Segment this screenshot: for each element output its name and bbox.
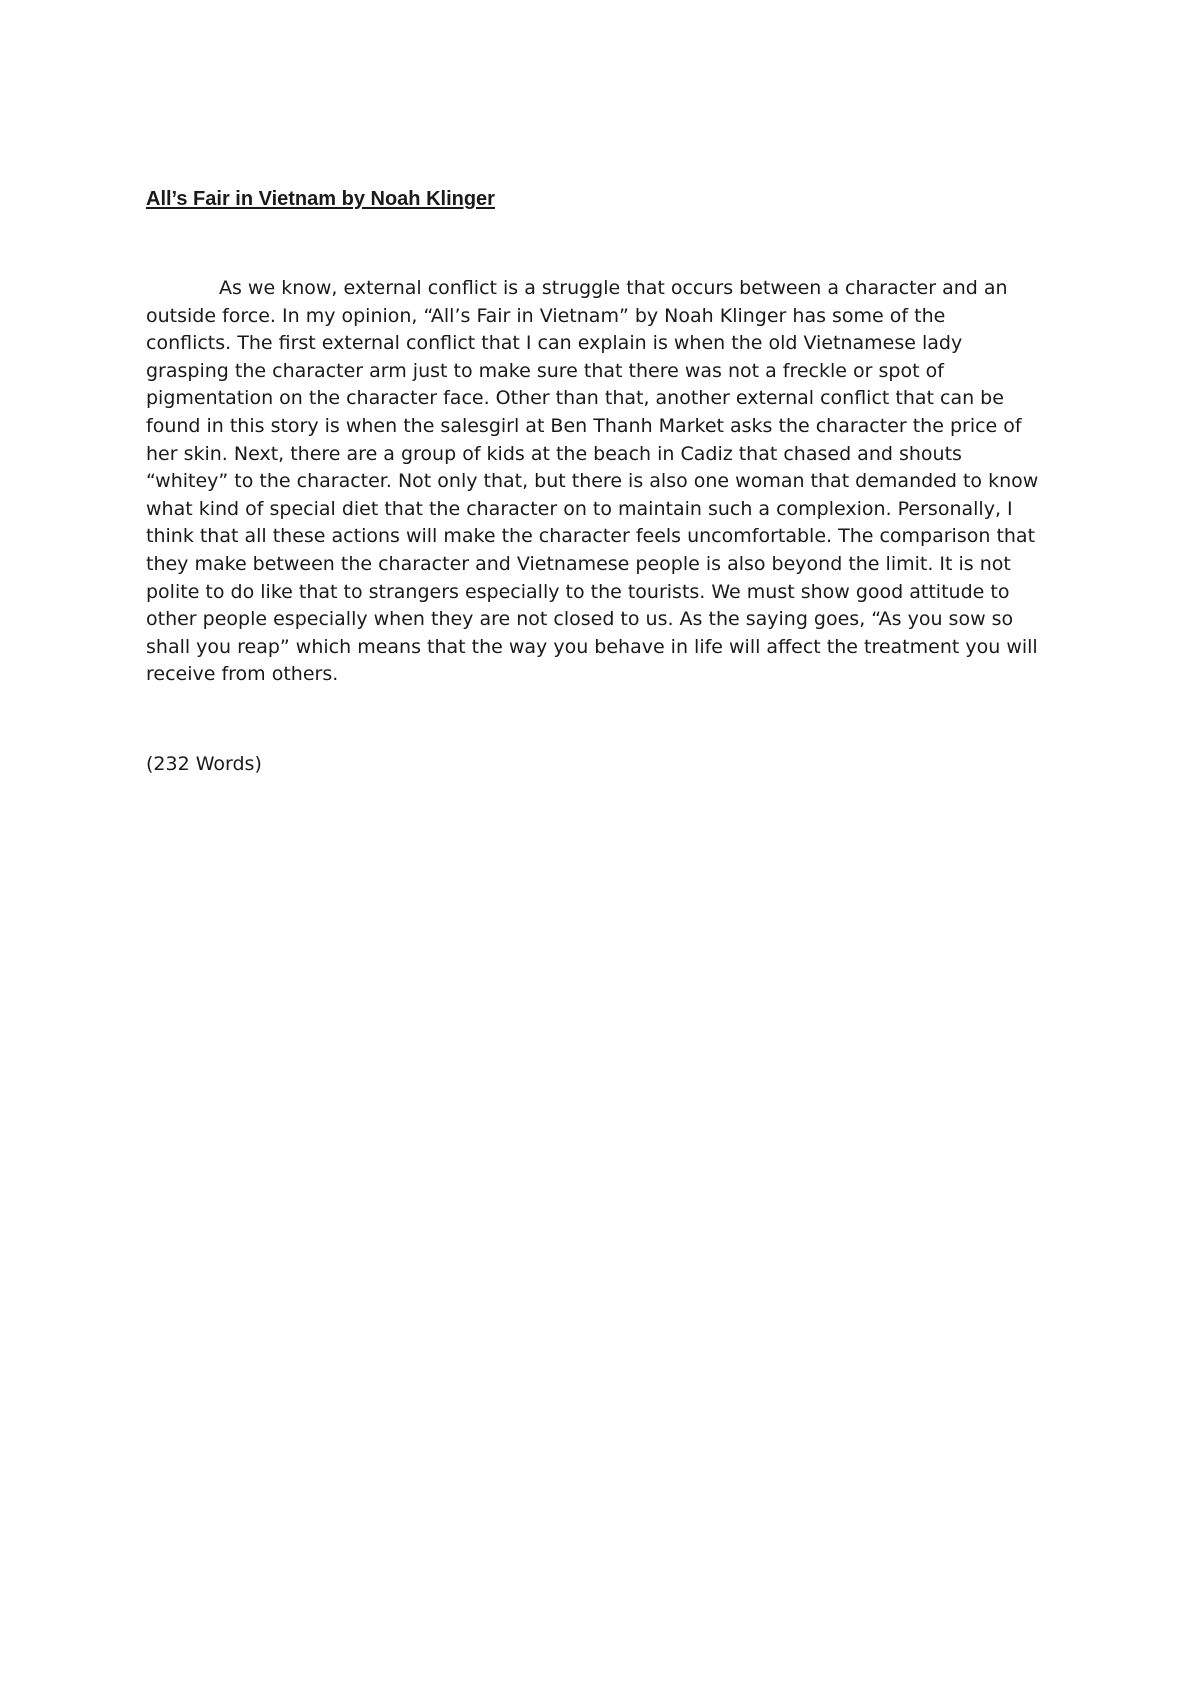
paragraph-line: outside force. In my opinion, “All’s Fair in Vietnam” by Noah Klinger has some of the: [146, 304, 946, 327]
paragraph-line: what kind of special diet that the character on to maintain such a complexion. Personally, I: [146, 497, 1013, 520]
word-count: (232 Words): [146, 753, 262, 775]
document-title: All’s Fair in Vietnam by Noah Klinger: [146, 188, 495, 210]
paragraph-line: pigmentation on the character face. Other than that, another external conflict that can be: [146, 387, 1004, 410]
paragraph-line: her skin. Next, there are a group of kids at the beach in Cadiz that chased and shouts: [146, 442, 962, 465]
paragraph-line: they make between the character and Vietnamese people is also beyond the limit. It is not: [146, 552, 1011, 575]
paragraph-line: grasping the character arm just to make sure that there was not a freckle or spot of: [146, 359, 944, 382]
paragraph-line: “whitey” to the character. Not only that, but there is also one woman that demanded to know: [146, 470, 1039, 493]
paragraph-line: other people especially when they are not closed to us. As the saying goes, “As you sow so: [146, 608, 1014, 631]
paragraph-line: receive from others.: [146, 663, 339, 686]
paragraph-line: conflicts. The first external conflict that I can explain is when the old Vietnamese lady: [146, 332, 963, 355]
paragraph-line: found in this story is when the salesgirl at Ben Thanh Market asks the character the price of: [146, 414, 1022, 437]
paragraph-line: polite to do like that to strangers especially to the tourists. We must show good attitude to: [146, 580, 1010, 603]
paragraph-line: As we know, external conflict is a struggle that occurs between a character and an: [219, 277, 1008, 299]
paragraph-line: shall you reap” which means that the way you behave in life will affect the treatment you will: [146, 635, 1038, 658]
paragraph-line: think that all these actions will make the character feels uncomfortable. The comparison that: [146, 525, 1036, 548]
essay-paragraph: [146, 275, 1076, 689]
